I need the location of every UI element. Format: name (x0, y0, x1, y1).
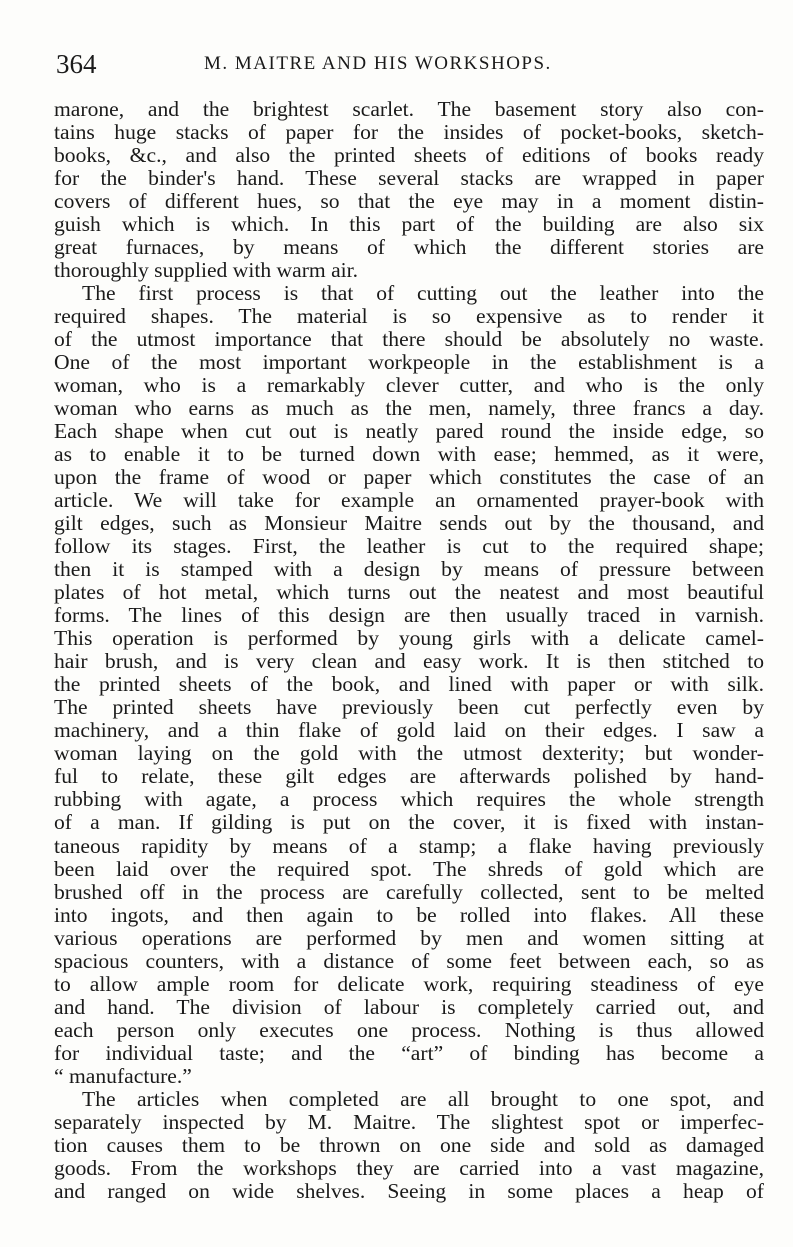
text-line: tains huge stacks of paper for the insides of pocket-books, sketch- (54, 120, 764, 145)
text-line: The articles when completed are all brought to one spot, and (82, 1086, 764, 1111)
text-line: for individual taste; and the “art” of binding has become a (54, 1040, 764, 1065)
text-line: One of the most important workpeople in the establishment is a (54, 350, 764, 375)
text-line: The printed sheets have previously been cut perfectly even by (54, 695, 764, 720)
text-line: each person only executes one process. Nothing is thus allowed (54, 1017, 764, 1042)
text-line: woman, who is a remarkably clever cutter, and who is the only (54, 373, 764, 398)
text-line: great furnaces, by means of which the different stories are (54, 235, 764, 260)
text-line: books, &c., and also the printed sheets of editions of books ready (54, 143, 764, 168)
text-line: upon the frame of wood or paper which constitutes the case of an (54, 465, 764, 490)
body-text (54, 98, 764, 1203)
text-line: The first process is that of cutting out the leather into the (82, 281, 764, 306)
text-line: thoroughly supplied with warm air. (54, 258, 359, 283)
page-number: 364 (56, 49, 97, 79)
running-head (56, 44, 762, 84)
text-line: and ranged on wide shelves. Seeing in some places a heap of (54, 1178, 764, 1203)
text-line: tion causes them to be thrown on one side and sold as damaged (54, 1132, 764, 1157)
text-line: follow its stages. First, the leather is cut to the required shape; (54, 534, 764, 559)
text-line: various operations are performed by men and women sitting at (54, 925, 764, 950)
text-line: been laid over the required spot. The shreds of gold which are (54, 856, 764, 881)
text-line: woman laying on the gold with the utmost dexterity; but wonder- (54, 741, 764, 766)
text-line: the printed sheets of the book, and lined with paper or with silk. (54, 672, 764, 697)
text-line: into ingots, and then again to be rolled into flakes. All these (54, 902, 764, 927)
text-line: plates of hot metal, which turns out the neatest and most beautiful (54, 580, 764, 605)
text-line: as to enable it to be turned down with ease; hemmed, as it were, (54, 442, 764, 467)
text-line: rubbing with agate, a process which requires the whole strength (54, 787, 764, 812)
text-line: article. We will take for example an ornamented prayer-book with (54, 488, 764, 513)
text-line: guish which is which. In this part of the building are also six (54, 212, 764, 237)
text-line: spacious counters, with a distance of some feet between each, so as (54, 948, 764, 973)
text-line: taneous rapidity by means of a stamp; a flake having previously (54, 833, 764, 858)
text-line: “ manufacture.” (54, 1063, 192, 1088)
text-line: marone, and the brightest scarlet. The basement story also con- (54, 97, 764, 121)
text-line: covers of different hues, so that the eye may in a moment distin- (54, 189, 764, 214)
running-title: M. MAITRE AND HIS WORKSHOPS. (204, 53, 552, 74)
text-line: for the binder's hand. These several stacks are wrapped in paper (54, 166, 764, 191)
text-line: of the utmost importance that there should be absolutely no waste. (54, 327, 764, 352)
text-line: and hand. The division of labour is completely carried out, and (54, 994, 764, 1019)
text-line: to allow ample room for delicate work, requiring steadiness of eye (54, 971, 764, 996)
text-line: gilt edges, such as Monsieur Maitre sends out by the thousand, and (54, 511, 764, 536)
text-line: forms. The lines of this design are then usually traced in varnish. (54, 603, 764, 628)
text-line: of a man. If gilding is put on the cover, it is fixed with instan- (54, 810, 764, 835)
text-line: Each shape when cut out is neatly pared round the inside edge, so (54, 419, 764, 444)
text-line: brushed off in the process are carefully collected, sent to be melted (54, 879, 764, 904)
text-line: hair brush, and is very clean and easy work. It is then stitched to (54, 649, 764, 674)
text-line: ful to relate, these gilt edges are afterwards polished by hand- (54, 764, 764, 789)
text-line: This operation is performed by young girls with a delicate camel- (54, 626, 764, 651)
text-line: woman who earns as much as the men, namely, three francs a day. (54, 396, 764, 421)
text-line: machinery, and a thin flake of gold laid on their edges. I saw a (54, 718, 764, 743)
text-line: then it is stamped with a design by means of pressure between (54, 557, 764, 582)
text-line: required shapes. The material is so expensive as to render it (54, 304, 764, 329)
text-line: goods. From the workshops they are carried into a vast magazine, (54, 1155, 764, 1180)
text-line: separately inspected by M. Maitre. The slightest spot or imperfec- (54, 1109, 764, 1134)
